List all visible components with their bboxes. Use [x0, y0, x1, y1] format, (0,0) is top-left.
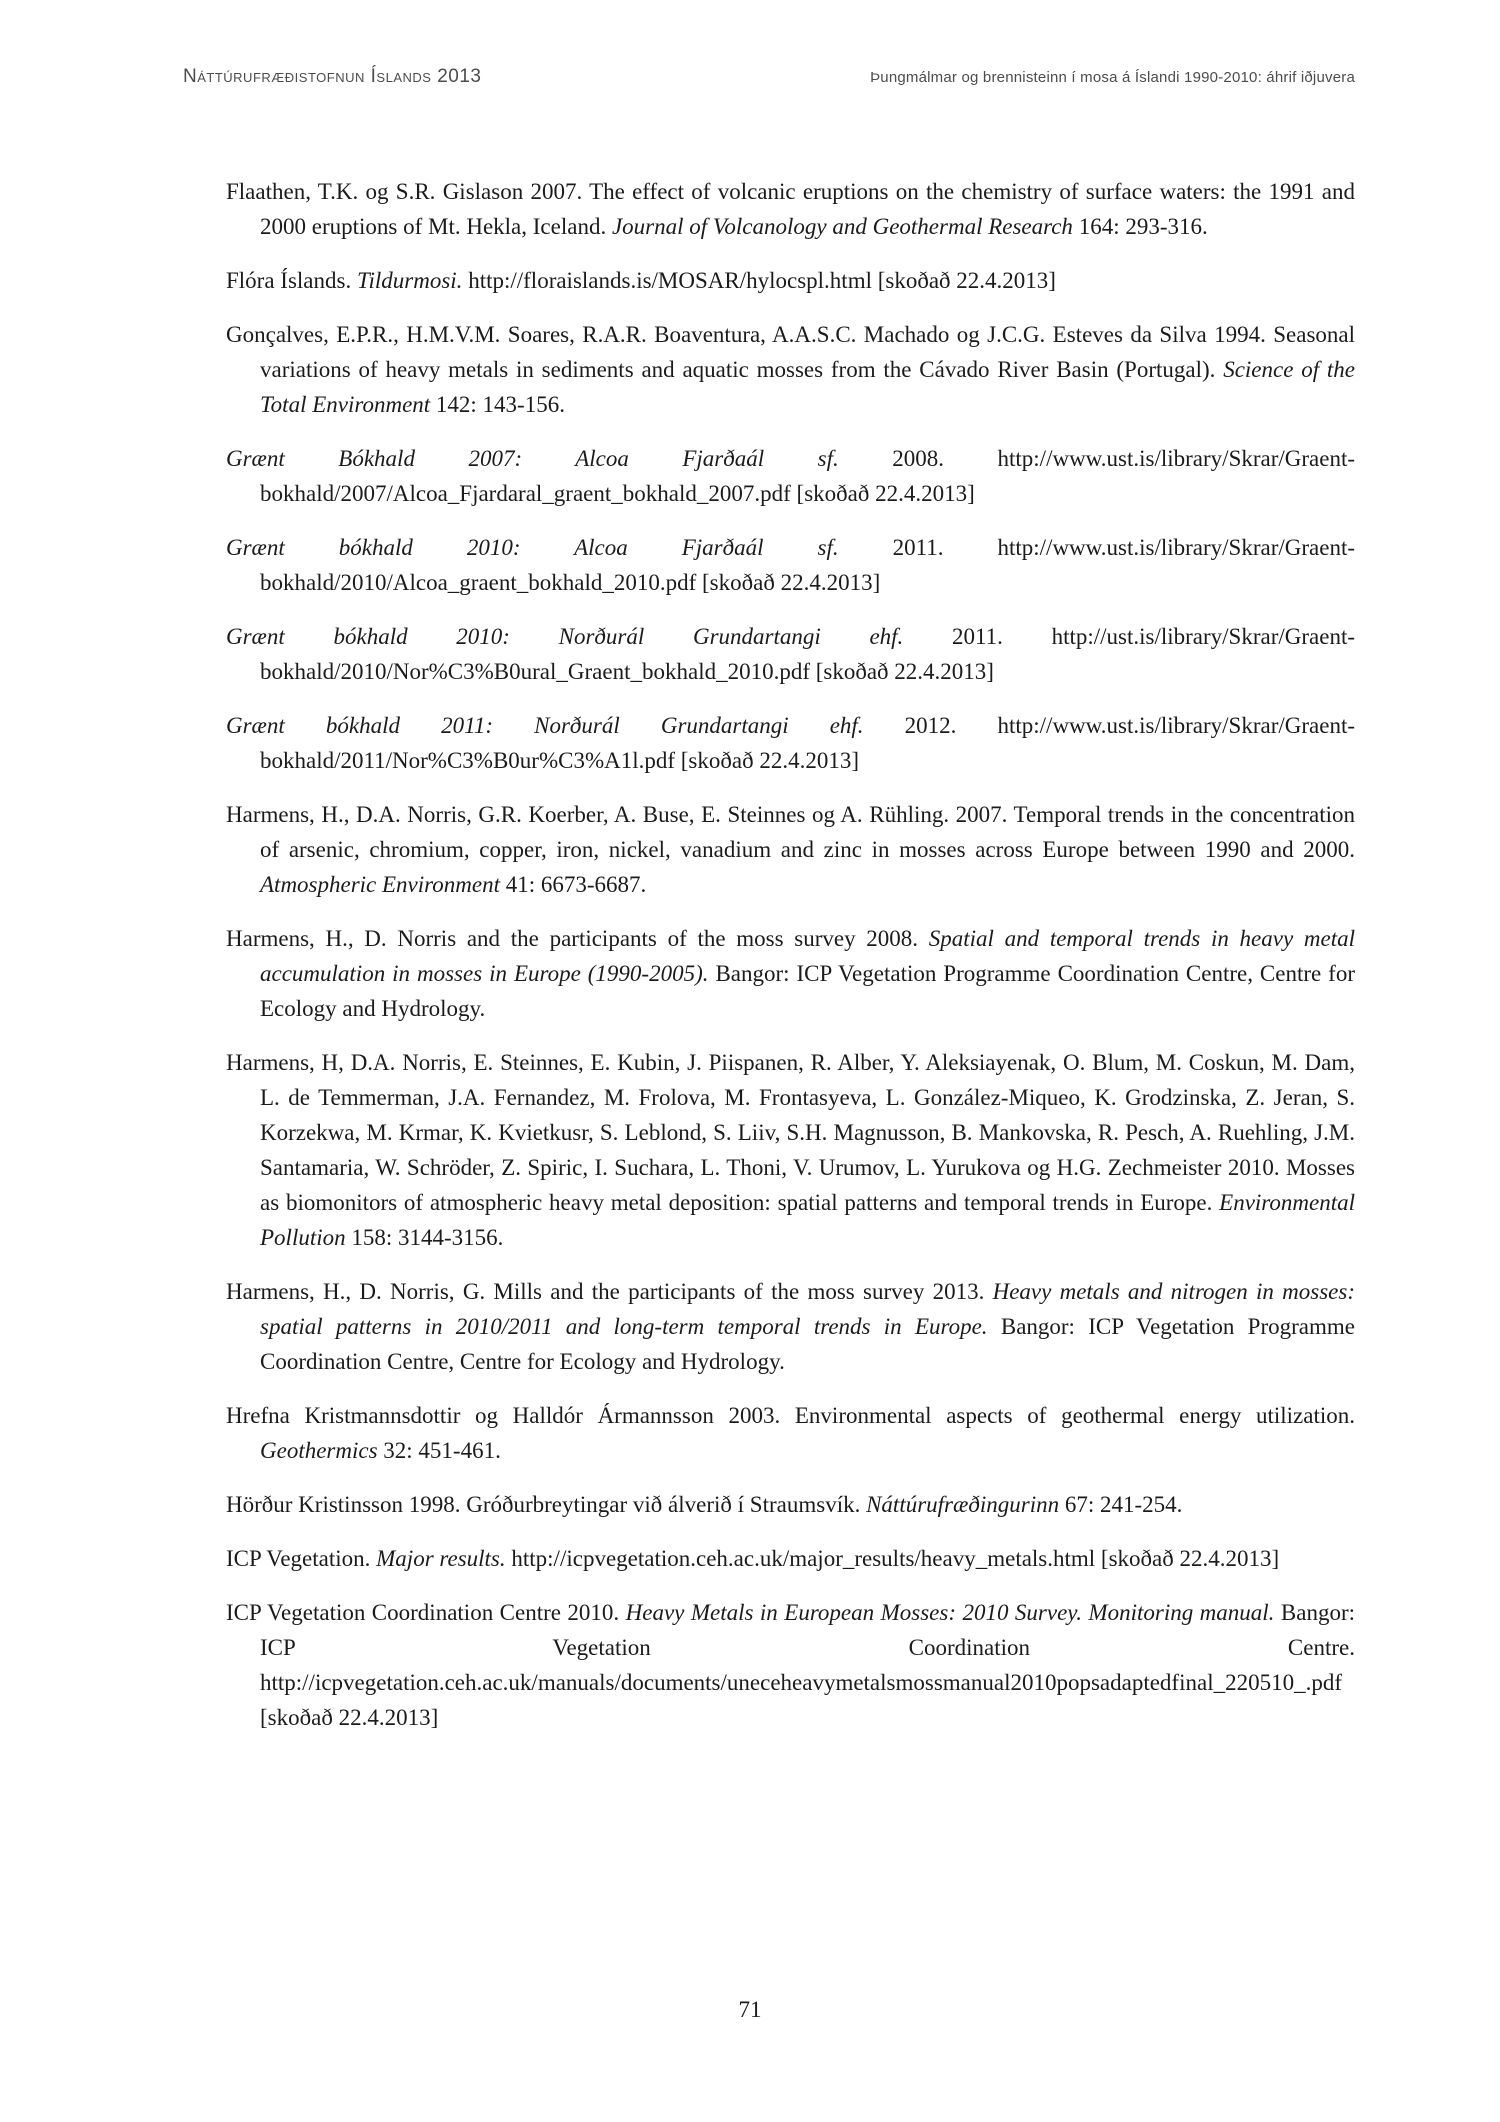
reference-text: 2008. http://www.ust.is/library/Skrar/Graent-bokhald/2007/Alcoa_Fjardaral_graent_bokhald_2007.pdf [skoðað 22.4.2013] [260, 446, 1356, 506]
reference-text: 142: 143-156. [430, 392, 565, 417]
reference-entry [226, 317, 1355, 422]
reference-text: Harmens, H., D.A. Norris, G.R. Koerber, A. Buse, E. Steinnes og A. Rühling. 2007. Temporal trends in the concentration of arsenic, chromium, copper, iron, nickel, vanadium and zinc in mosses across Europe between 1990 and 2000. [226, 802, 1355, 862]
reference-text: Bangor: ICP Vegetation Programme Coordination Centre, Centre for Ecology and Hydrology. [260, 1314, 1355, 1374]
reference-text: Bangor: ICP Vegetation Coordination Centre. http://icpvegetation.ceh.ac.uk/manuals/documents/uneceheavymetalsmossmanual2010popsadaptedfinal_220510_.pdf [skoðað 22.4.2013] [260, 1600, 1356, 1730]
reference-italic-title: Environmental Pollution [260, 1190, 1355, 1250]
reference-italic-title: Náttúrufræðingurinn [866, 1492, 1060, 1517]
reference-text: 2012. http://www.ust.is/library/Skrar/Graent-bokhald/2011/Nor%C3%B0ur%C3%A1l.pdf [skoðað 22.4.2013] [260, 713, 1355, 773]
reference-list [226, 174, 1355, 1754]
reference-text: Hrefna Kristmannsdottir og Halldór Ármannsson 2003. Environmental aspects of geothermal energy utilization. [226, 1403, 1355, 1428]
reference-entry [226, 1595, 1355, 1735]
reference-entry [226, 1487, 1355, 1522]
reference-text: Flaathen, T.K. og S.R. Gislason 2007. The effect of volcanic eruptions on the chemistry of surface waters: the 1991 and 2000 eruptions of Mt. Hekla, Iceland. [226, 179, 1355, 239]
header-institution: Náttúrufræðistofnun Íslands 2013 [183, 66, 482, 87]
reference-text: 67: 241-254. [1059, 1492, 1183, 1517]
reference-entry [226, 708, 1355, 778]
reference-italic-title: Atmospheric Environment [260, 872, 500, 897]
reference-text: 164: 293-316. [1072, 214, 1208, 239]
reference-entry [226, 1045, 1355, 1255]
reference-italic-title: Grænt bókhald 2010: Norðurál Grundartangi ehf. [226, 624, 904, 649]
reference-italic-title: Spatial and temporal trends in heavy metal accumulation in mosses in Europe (1990-2005). [260, 926, 1355, 986]
reference-entry [226, 921, 1355, 1026]
reference-italic-title: Major results. [376, 1546, 506, 1571]
reference-entry [226, 1274, 1355, 1379]
reference-text: Harmens, H., D. Norris, G. Mills and the participants of the moss survey 2013. [226, 1279, 993, 1304]
reference-italic-title: Geothermics [260, 1438, 378, 1463]
reference-italic-title: Science of the Total Environment [260, 357, 1355, 417]
reference-italic-title: Journal of Volcanology and Geothermal Research [611, 214, 1073, 239]
reference-text: http://icpvegetation.ceh.ac.uk/major_results/heavy_metals.html [skoðað 22.4.2013] [505, 1546, 1280, 1571]
reference-italic-title: Grænt bókhald 2011: Norðurál Grundartangi ehf. [226, 713, 864, 738]
reference-text: ICP Vegetation Coordination Centre 2010. [226, 1600, 626, 1625]
reference-text: Harmens, H., D. Norris and the participants of the moss survey 2008. [226, 926, 929, 951]
reference-entry [226, 619, 1355, 689]
reference-entry [226, 1398, 1355, 1468]
reference-text: Harmens, H, D.A. Norris, E. Steinnes, E. Kubin, J. Piispanen, R. Alber, Y. Aleksiayenak, O. Blum, M. Coskun, M. Dam, L. de Temmerman, J.A. Fernandez, M. Frolova, M. Frontasyeva, L. González-Miqueo, K. Grodzinska, Z. Jeran, S. Korzekwa, M. Krmar, K. Kvietkusr, S. Leblond, S. Liiv, S.H. Magnusson, B. Mankovska, R. Pesch, A. Ruehling, J.M. Santamaria, W. Schröder, Z. Spiric, I. Suchara, L. Thoni, V. Urumov, L. Yurukova og H.G. Zechmeister 2010. Mosses as biomonitors of atmospheric heavy metal deposition: spatial patterns and temporal trends in Europe. [226, 1050, 1355, 1215]
reference-text: Hörður Kristinsson 1998. Gróðurbreytingar við álverið í Straumsvík. [226, 1492, 867, 1517]
reference-entry [226, 174, 1355, 244]
reference-entry [226, 441, 1355, 511]
reference-text: Gonçalves, E.P.R., H.M.V.M. Soares, R.A.R. Boaventura, A.A.S.C. Machado og J.C.G. Esteves da Silva 1994. Seasonal variations of heavy metals in sediments and aquatic mosses from the Cávado River Basin (Portugal). [226, 322, 1355, 382]
reference-text: ICP Vegetation. [226, 1546, 377, 1571]
reference-text: 2011. http://www.ust.is/library/Skrar/Graent-bokhald/2010/Alcoa_graent_bokhald_2010.pdf [skoðað 22.4.2013] [260, 535, 1355, 595]
reference-entry [226, 797, 1355, 902]
reference-text: 32: 451-461. [377, 1438, 501, 1463]
reference-entry [226, 263, 1355, 298]
page-number: 71 [738, 1997, 762, 2022]
reference-entry [226, 1541, 1355, 1576]
reference-text: 41: 6673-6687. [499, 872, 647, 897]
reference-text: Flóra Íslands. [226, 268, 357, 293]
reference-italic-title: Heavy metals and nitrogen in mosses: spatial patterns in 2010/2011 and long-term temporal trends in Europe. [260, 1279, 1355, 1339]
reference-italic-title: Heavy Metals in European Mosses: 2010 Survey. Monitoring manual. [625, 1600, 1275, 1625]
reference-italic-title: Grænt Bókhald 2007: Alcoa Fjarðaál sf. [226, 446, 839, 471]
reference-text: 158: 3144-3156. [345, 1225, 504, 1250]
reference-entry [226, 530, 1355, 600]
header-report-title: Þungmálmar og brennisteinn í mosa á Íslandi 1990-2010: áhrif iðjuvera [870, 69, 1355, 86]
page-header [183, 66, 1355, 88]
reference-italic-title: Tildurmosi. [356, 268, 463, 293]
page-footer [0, 1997, 1500, 2023]
reference-italic-title: Grænt bókhald 2010: Alcoa Fjarðaál sf. [226, 535, 839, 560]
reference-text: 2011. http://ust.is/library/Skrar/Graent-bokhald/2010/Nor%C3%B0ural_Graent_bokhald_2010.pdf [skoðað 22.4.2013] [260, 624, 1355, 684]
reference-text: Bangor: ICP Vegetation Programme Coordination Centre, Centre for Ecology and Hydrology. [260, 961, 1355, 1021]
reference-text: http://floraislands.is/MOSAR/hylocspl.html [skoðað 22.4.2013] [462, 268, 1056, 293]
